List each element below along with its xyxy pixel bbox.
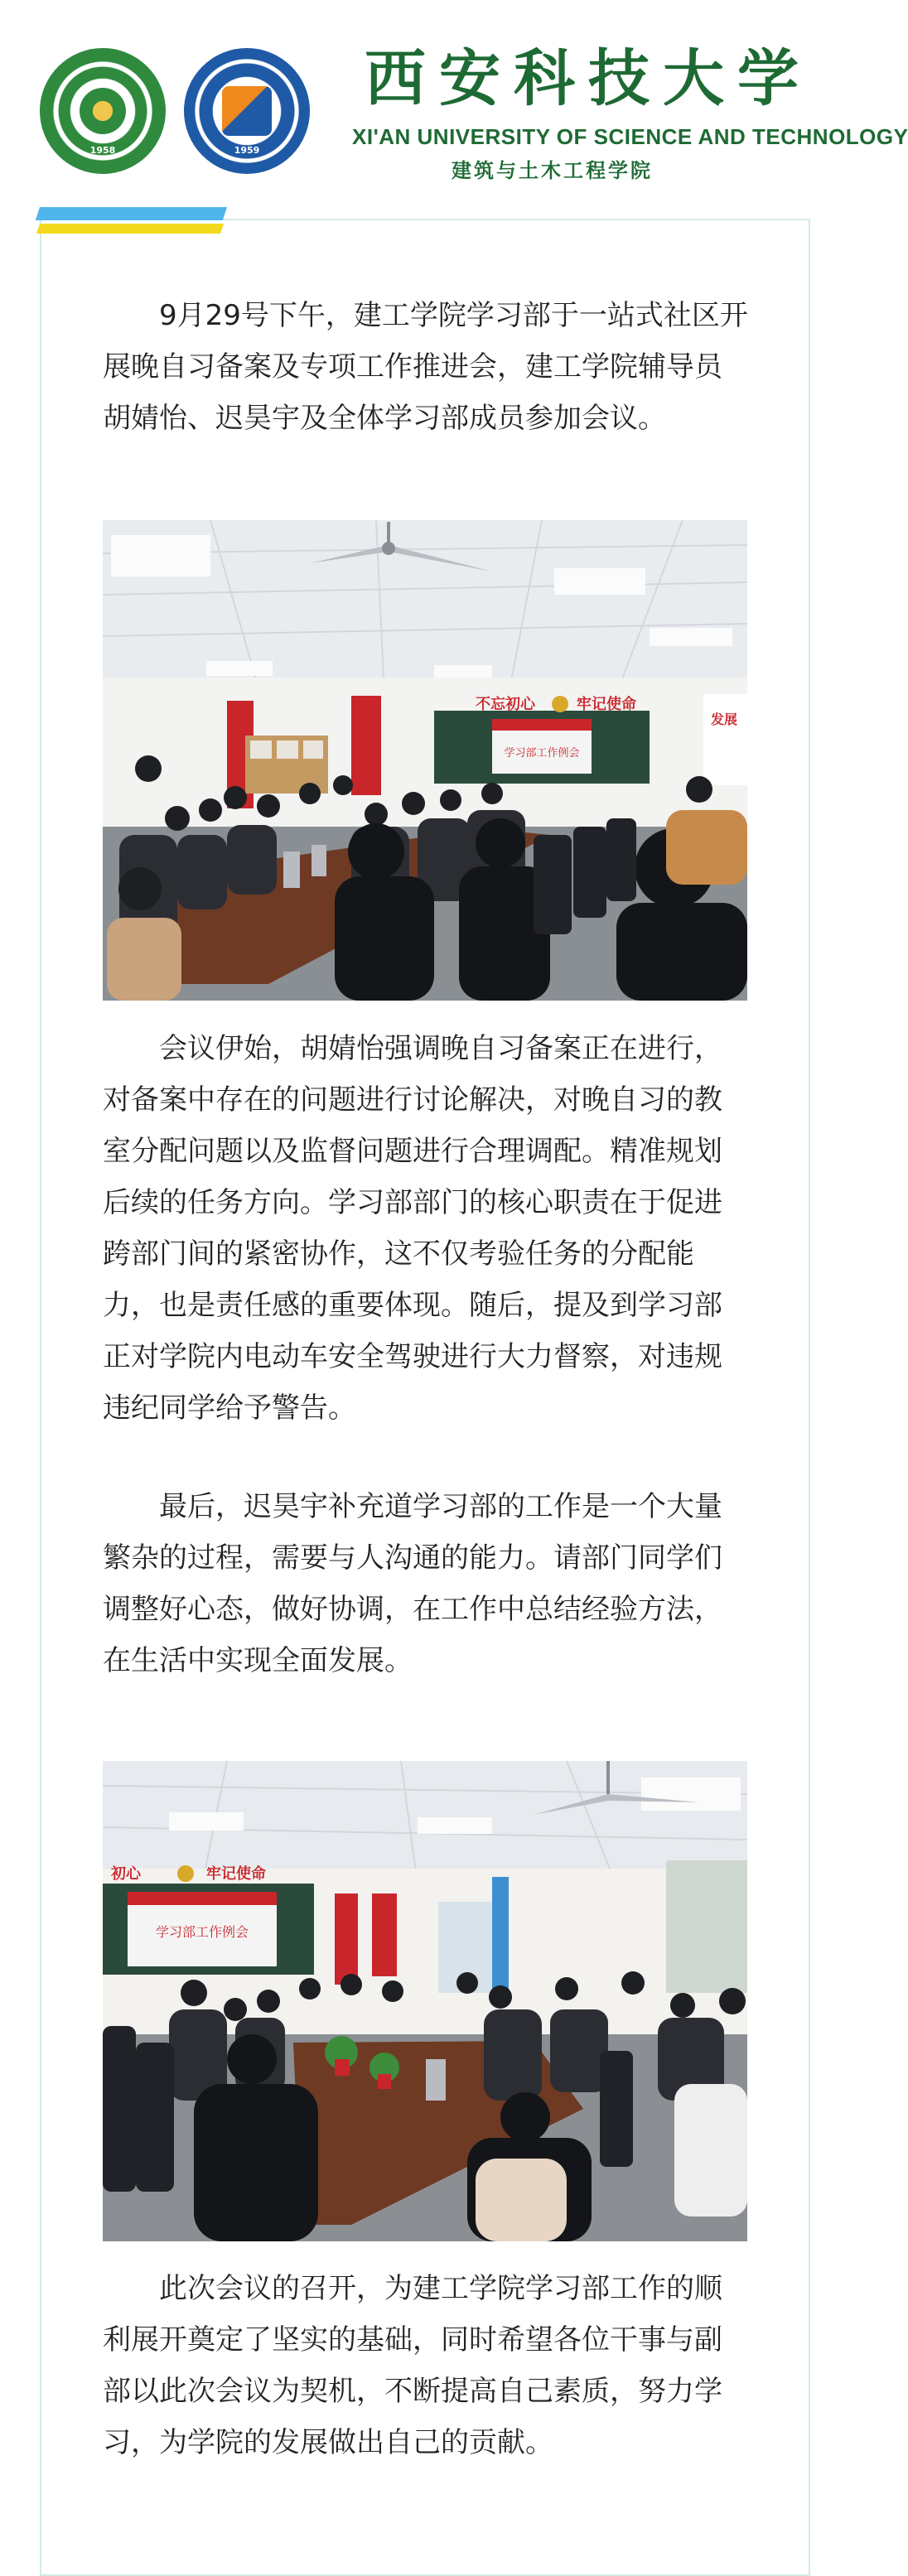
university-seal-logo bbox=[40, 48, 166, 174]
university-name-en: XI'AN UNIVERSITY OF SCIENCE AND TECHNOLOGY bbox=[352, 124, 908, 149]
photo1-screen-text: 学习部工作例会 bbox=[504, 747, 580, 760]
photo2-banner-left: 初心 bbox=[111, 1865, 141, 1883]
meeting-photo-2 bbox=[103, 1761, 747, 2241]
article-paragraph-body-2: 最后，迟昊宇补充道学习部的工作是一个大量繁杂的过程，需要与人沟通的能力。请部门同学们调整好心态，做好协调，在工作中总结经验方法，在生活中实现全面发展。 bbox=[103, 1490, 722, 1677]
photo2-banner-right: 牢记使命 bbox=[206, 1865, 266, 1883]
decorative-stripe-blue bbox=[36, 207, 227, 220]
college-seal-logo bbox=[184, 48, 310, 174]
photo1-banner-left: 不忘初心 bbox=[476, 696, 535, 713]
college-name: 建筑与土木工程学院 bbox=[452, 159, 653, 182]
college-seal-year-label: 1959 bbox=[234, 145, 260, 156]
decorative-stripe-yellow bbox=[36, 224, 224, 234]
seal-year-label: 1958 bbox=[89, 145, 116, 156]
photo1-banner-right: 牢记使命 bbox=[577, 696, 636, 713]
article-paragraph-conclusion: 此次会议的召开，为建工学院学习部工作的顺利展开奠定了坚实的基础，同时希望各位干事与副部以此次会议为契机，不断提高自己素质，努力学习，为学院的发展做出自己的贡献。 bbox=[103, 2272, 722, 2459]
university-name-cn: 西安科技大学 bbox=[365, 43, 812, 114]
photo2-screen-text: 学习部工作例会 bbox=[155, 1924, 249, 1940]
article-paragraph-intro: 9月29号下午，建工学院学习部于一站式社区开展晚自习备案及专项工作推进会，建工学院辅导员胡婧怡、迟昊宇及全体学习部成员参加会议。 bbox=[103, 299, 748, 435]
meeting-photo-1 bbox=[103, 520, 747, 1001]
photo1-side-sign: 发展 bbox=[711, 712, 738, 727]
page-header bbox=[0, 0, 908, 191]
article-paragraph-body-1: 会议伊始，胡婧怡强调晚自习备案正在进行，对备案中存在的问题进行讨论解决，对晚自习的教室分配问题以及监督问题进行合理调配。精准规划后续的任务方向。学习部部门的核心职责在于促进跨部门间的紧密协作，这不仅考验任务的分配能力，也是责任感的重要体现。随后，提及到学习部正对学院内电动车安全驾驶进行大力督察，对违规违纪同学给予警告。 bbox=[103, 1032, 722, 1425]
